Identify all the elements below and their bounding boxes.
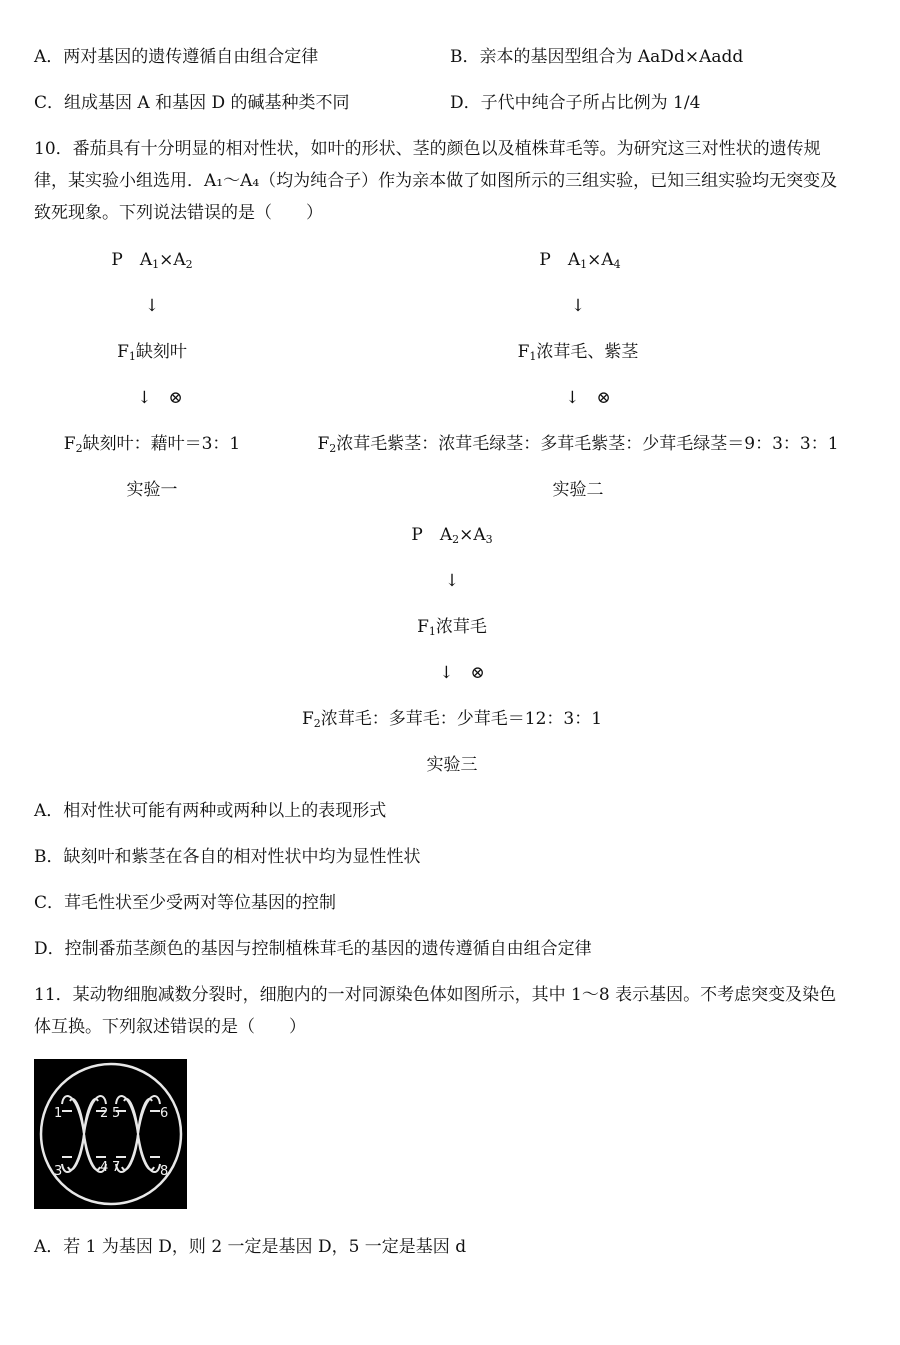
exp1-self-arrow: ↓ ⊗ [137,388,183,408]
exp2-self-arrow: ↓ ⊗ [565,388,611,408]
exp1-f2: $F_2$缺刻叶：藉叶＝3：1 [63,434,241,455]
gene-label-6: 6 [160,1106,169,1121]
right-chromosome [116,1096,160,1172]
exp3-self-arrow: ↓ ⊗ [439,663,485,683]
exp1-f1: $F_1$缺刻叶 [117,342,187,363]
q10-stem-line-1: 10．番茄具有十分明显的相对性状，如叶的形状、茎的颜色以及植株茸毛等。为研究这三对性状的遗传规 [34,139,821,159]
q11-stem-line-2: 体互换。下列叙述错误的是（ ） [34,1017,306,1037]
gene-label-2: 2 [100,1106,109,1121]
gene-label-3: 3 [54,1164,63,1179]
q9-option-c: C．组成基因 A 和基因 D 的碱基种类不同 [34,93,350,113]
q11-stem-line-1: 11．某动物细胞减数分裂时，细胞内的一对同源染色体如图所示，其中 1～8 表示基因。不考虑突变及染色 [34,985,837,1005]
q11-option-a: A．若 1 为基因 D，则 2 一定是基因 D，5 一定是基因 d [34,1237,467,1257]
exp2-arrow: ↓ [570,296,586,316]
chromosome-diagram [34,1059,187,1209]
exp1-parents: P $A_1\times A_2$ [111,250,193,271]
exp3-arrow: ↓ [444,571,460,591]
gene-label-5: 5 [112,1106,121,1121]
exp2-f2: $F_2$浓茸毛紫茎：浓茸毛绿茎：多茸毛紫茎：少茸毛绿茎＝9：3：3：1 [317,434,839,455]
exp2-label: 实验二 [552,480,604,500]
gene-label-8: 8 [160,1164,169,1179]
q9-option-a: A．两对基因的遗传遵循自由组合定律 [34,47,319,67]
exp3-f2: $F_2$浓茸毛：多茸毛：少茸毛＝12：3：1 [301,709,603,730]
q10-stem-line-2: 律，某实验小组选用．A₁～A₄（均为纯合子）作为亲本做了如图所示的三组实验，已知三组实验均无突变及 [34,171,838,191]
chromosome-figure [34,1059,187,1209]
exp3-f1: $F_1$浓茸毛 [417,617,487,638]
exp1-label: 实验一 [126,480,178,500]
gene-label-4: 4 [100,1160,109,1175]
exp2-parents: P $A_1\times A_4$ [539,250,621,271]
exp3-parents: P $A_2\times A_3$ [411,525,493,546]
q10-option-c: C．茸毛性状至少受两对等位基因的控制 [34,893,337,913]
exp2-f1: $F_1$浓茸毛、紫茎 [517,342,639,363]
gene-label-1: 1 [54,1106,63,1121]
q10-option-d: D．控制番茄茎颜色的基因与控制植株茸毛的基因的遗传遵循自由组合定律 [34,939,592,959]
exp3-label: 实验三 [426,755,478,775]
q9-option-b: B．亲本的基因型组合为 AaDd×Aadd [450,47,744,67]
q9-option-d: D．子代中纯合子所占比例为 1/4 [450,93,701,113]
q10-stem-line-3: 致死现象。下列说法错误的是（ ） [34,203,323,223]
exp1-arrow: ↓ [144,296,160,316]
q10-option-a: A．相对性状可能有两种或两种以上的表现形式 [34,801,387,821]
q10-option-b: B．缺刻叶和紫茎在各自的相对性状中均为显性性状 [34,847,421,867]
gene-label-7: 7 [112,1160,121,1175]
